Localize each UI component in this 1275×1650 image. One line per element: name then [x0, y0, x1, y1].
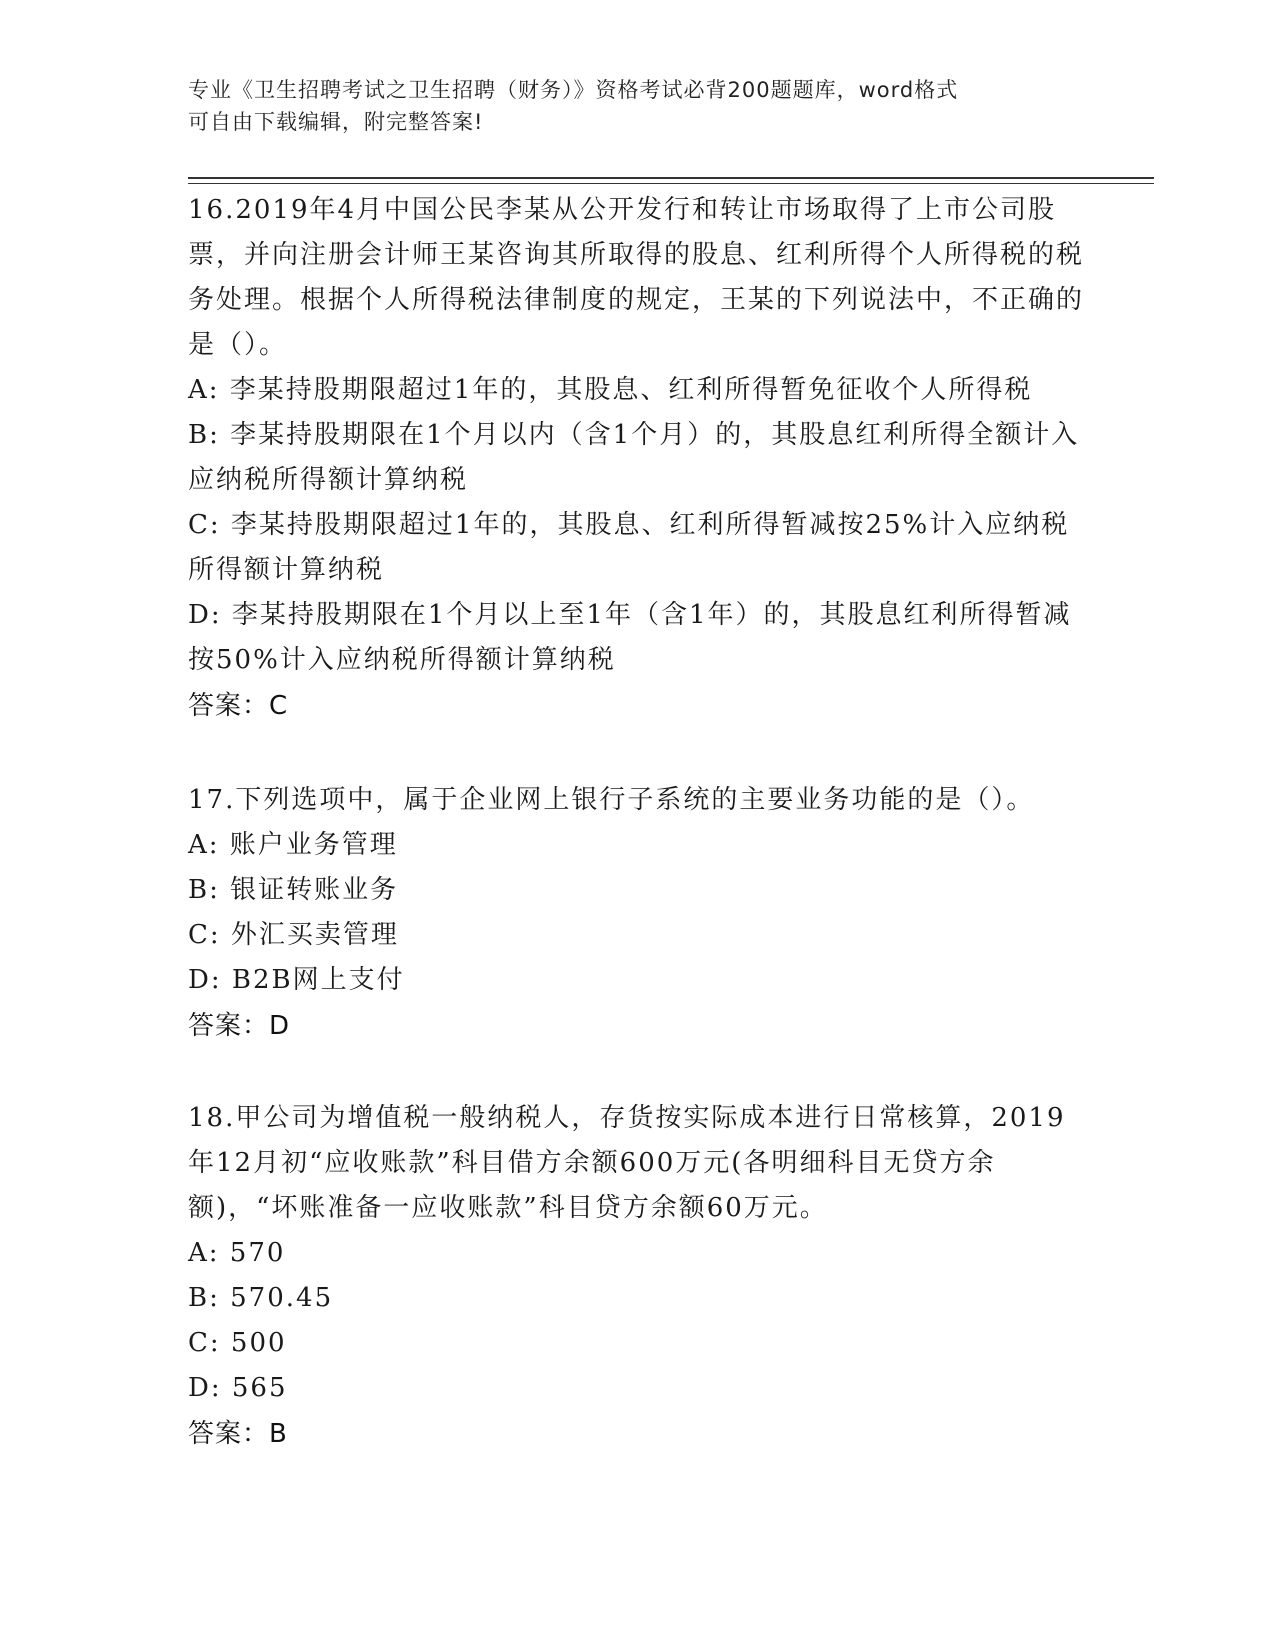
question-17: [188, 778, 1088, 1049]
question-16: [188, 188, 1088, 729]
option-d: D: 李某持股期限在1个月以上至1年（含1年）的，其股息红利所得暂减按50%计入应纳税所得额计算纳税: [188, 600, 1072, 675]
header-divider-thin: [188, 183, 1154, 184]
option-a: A: 570: [188, 1238, 286, 1268]
question-18: [188, 1096, 1088, 1457]
answer: 答案：C: [188, 691, 289, 721]
option-a: A: 李某持股期限超过1年的，其股息、红利所得暂免征收个人所得税: [188, 375, 1033, 405]
question-stem: 18.甲公司为增值税一般纳税人，存货按实际成本进行日常核算，2019年12月初“应收账款”科目借方余额600万元(各明细科目无贷方余额)，“坏账准备一应收账款”科目贷方余额60万元。: [188, 1103, 1066, 1223]
option-b: B: 570.45: [188, 1283, 334, 1313]
header-divider-thick: [188, 177, 1154, 179]
option-c: C: 500: [188, 1328, 287, 1358]
answer: 答案：D: [188, 1011, 291, 1041]
option-a: A: 账户业务管理: [188, 830, 398, 860]
option-d: D: B2B网上支付: [188, 965, 405, 995]
header-line-2: 可自由下载编辑，附完整答案!: [188, 110, 484, 134]
option-c: C: 外汇买卖管理: [188, 920, 399, 950]
option-d: D: 565: [188, 1373, 288, 1403]
header-line-1: 专业《卫生招聘考试之卫生招聘（财务）》资格考试必背200题题库，word格式: [188, 78, 959, 102]
option-b: B: 李某持股期限在1个月以内（含1个月）的，其股息红利所得全额计入应纳税所得额计算纳税: [188, 420, 1080, 495]
option-b: B: 银证转账业务: [188, 875, 399, 905]
question-stem: 16.2019年4月中国公民李某从公开发行和转让市场取得了上市公司股票，并向注册会计师王某咨询其所取得的股息、红利所得个人所得税的税务处理。根据个人所得税法律制度的规定，王某的下列说法中，不正确的是（）。: [188, 195, 1085, 360]
option-c: C: 李某持股期限超过1年的，其股息、红利所得暂减按25%计入应纳税所得额计算纳税: [188, 510, 1070, 585]
document-header: [188, 74, 1068, 138]
question-stem: 17.下列选项中，属于企业网上银行子系统的主要业务功能的是（）。: [188, 785, 1035, 815]
answer: 答案：B: [188, 1419, 288, 1449]
